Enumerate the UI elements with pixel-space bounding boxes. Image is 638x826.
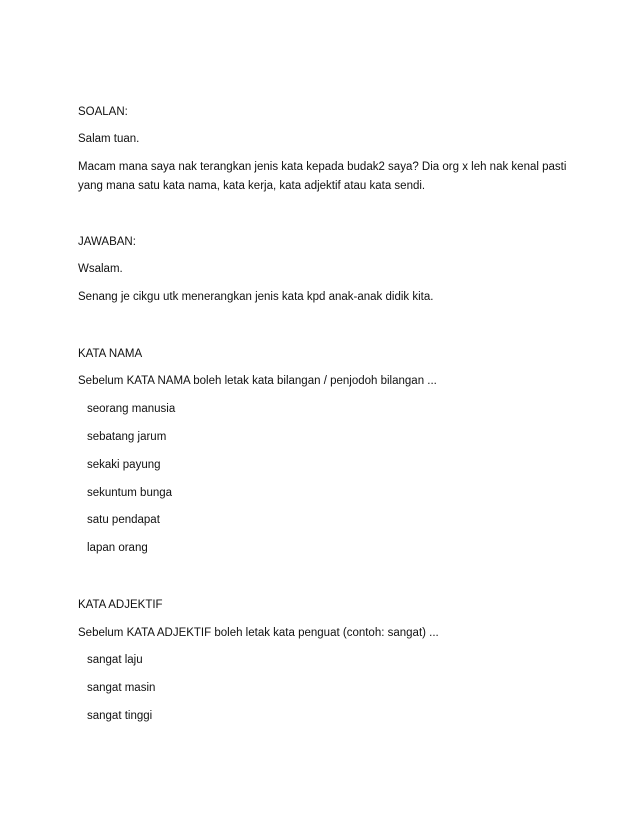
kata-adjektif-example: sangat tinggi: [87, 710, 153, 722]
kata-nama-example: seorang manusia: [87, 403, 176, 415]
kata-nama-example: satu pendapat: [87, 514, 160, 526]
question-line-1: Macam mana saya nak terangkan jenis kata kepada budak2 saya? Dia org x leh nak kenal pasti: [78, 161, 567, 173]
kata-nama-example: sekuntum bunga: [87, 487, 173, 499]
kata-adjektif-example: sangat masin: [87, 682, 156, 694]
soalan-heading: SOALAN:: [78, 106, 128, 118]
wsalam-greeting: Wsalam.: [78, 263, 123, 275]
kata-nama-rule: Sebelum KATA NAMA boleh letak kata bilangan / penjodoh bilangan ...: [78, 375, 437, 387]
kata-nama-example: sebatang jarum: [87, 431, 167, 443]
kata-nama-example: sekaki payung: [87, 459, 161, 471]
question-line-2: yang mana satu kata nama, kata kerja, kata adjektif atau kata sendi.: [78, 180, 426, 192]
jawaban-heading: JAWABAN:: [78, 236, 136, 248]
kata-adjektif-example: sangat laju: [87, 654, 143, 666]
answer-intro: Senang je cikgu utk menerangkan jenis kata kpd anak-anak didik kita.: [78, 291, 434, 303]
kata-nama-example: lapan orang: [87, 542, 148, 554]
kata-adjektif-rule: Sebelum KATA ADJEKTIF boleh letak kata penguat (contoh: sangat) ...: [78, 627, 439, 639]
kata-nama-heading: KATA NAMA: [78, 348, 143, 360]
salam-greeting: Salam tuan.: [78, 133, 140, 145]
kata-adjektif-heading: KATA ADJEKTIF: [78, 599, 163, 611]
